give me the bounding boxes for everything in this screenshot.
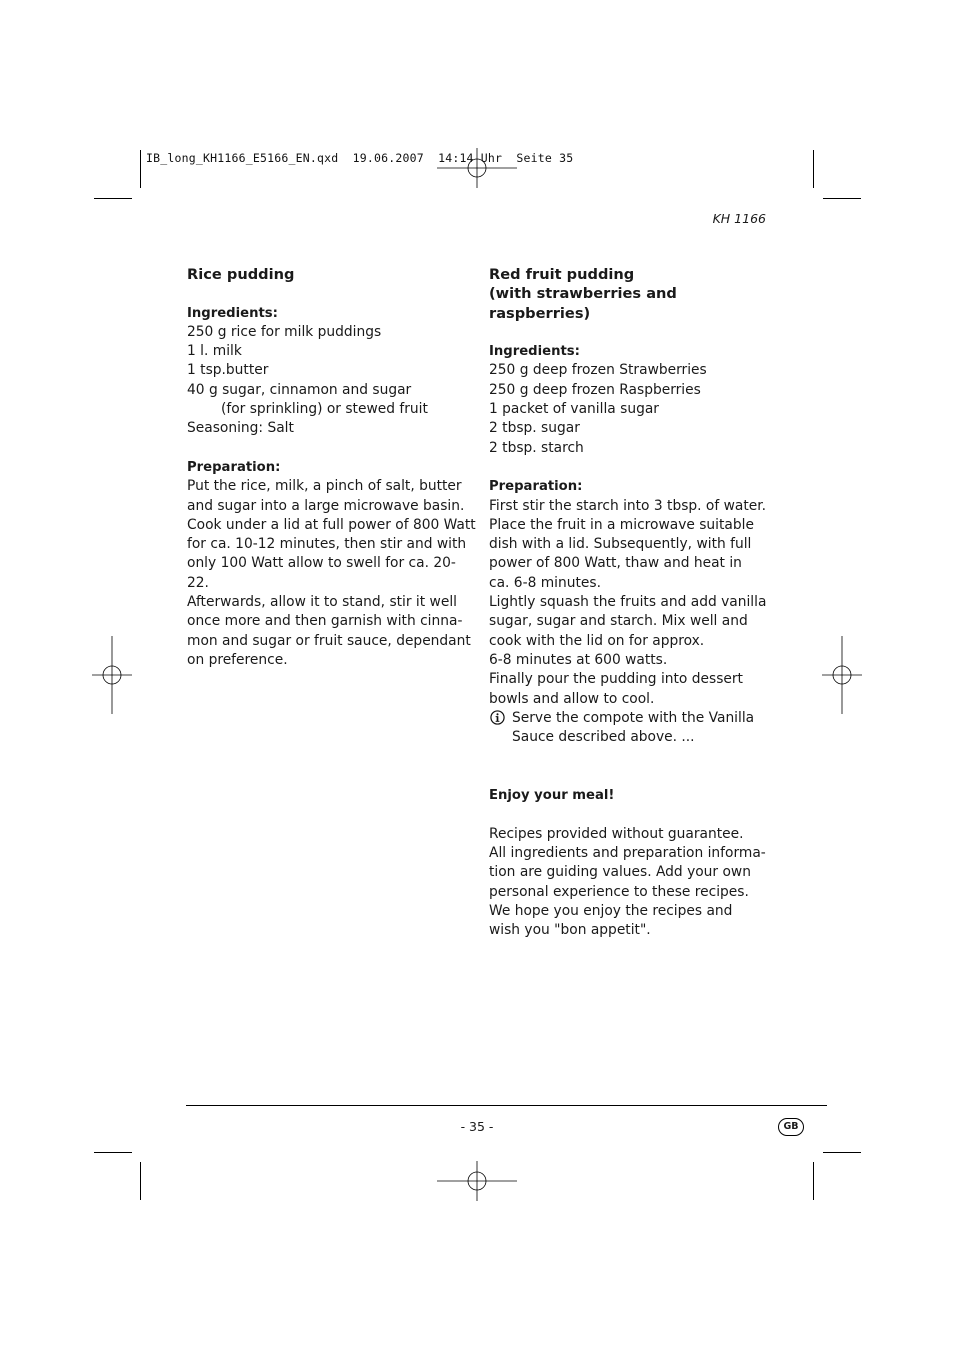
rice-ingredients-label: Ingredients: bbox=[187, 305, 278, 321]
fruit-ingredient: 2 tbsp. sugar bbox=[489, 420, 580, 437]
rice-preparation-line: once more and then garnish with cinna- bbox=[187, 613, 463, 630]
rice-preparation-line: Cook under a lid at full power of 800 Watt bbox=[187, 516, 476, 533]
disclaimer-line: Recipes provided without guarantee. bbox=[489, 825, 744, 842]
fruit-preparation-line: Lightly squash the fruits and add vanilla bbox=[489, 594, 767, 611]
disclaimer-line: personal experience to these recipes. bbox=[489, 883, 749, 900]
disclaimer-line: All ingredients and preparation informa- bbox=[489, 844, 766, 861]
fruit-preparation-line: ca. 6-8 minutes. bbox=[489, 574, 601, 591]
disclaimer-line: wish you "bon appetit". bbox=[489, 922, 651, 939]
enjoy-heading: Enjoy your meal! bbox=[489, 788, 615, 804]
rice-preparation-label: Preparation: bbox=[187, 459, 281, 475]
red-fruit-subtitle: (with strawberries and raspberries) bbox=[489, 285, 677, 322]
fruit-ingredient: 2 tbsp. starch bbox=[489, 439, 584, 456]
model-number: KH 1166 bbox=[712, 211, 766, 226]
registration-mark-left bbox=[92, 636, 132, 714]
fruit-preparation-line: Finally pour the pudding into dessert bbox=[489, 671, 743, 688]
fruit-preparation-label: Preparation: bbox=[489, 479, 583, 495]
print-slug: IB_long_KH1166_E5166_EN.qxd 19.06.2007 14:14 Uhr Seite 35 bbox=[146, 151, 574, 165]
rice-ingredient: 1 l. milk bbox=[187, 343, 242, 360]
rice-preparation-line: Put the rice, milk, a pinch of salt, butter bbox=[187, 478, 462, 495]
fruit-ingredients-label: Ingredients: bbox=[489, 344, 580, 360]
rice-pudding-title: Rice pudding bbox=[187, 266, 295, 283]
fruit-preparation-line: sugar, sugar and starch. Mix well and bbox=[489, 613, 748, 630]
serving-tip-line: Sauce described above. ... bbox=[512, 729, 695, 746]
disclaimer-line: We hope you enjoy the recipes and bbox=[489, 902, 733, 919]
fruit-preparation-line: dish with a lid. Subsequently, with full bbox=[489, 536, 752, 553]
footer-rule bbox=[186, 1105, 827, 1106]
fruit-preparation-line: power of 800 Watt, thaw and heat in bbox=[489, 555, 742, 572]
rice-preparation-line: and sugar into a large microwave basin. bbox=[187, 497, 465, 514]
rice-seasoning: Seasoning: Salt bbox=[187, 420, 294, 437]
rice-preparation-line: only 100 Watt allow to swell for ca. 20-22. bbox=[187, 555, 456, 591]
rice-ingredient: 40 g sugar, cinnamon and sugar bbox=[187, 381, 412, 398]
rice-pudding-section bbox=[187, 265, 477, 670]
red-fruit-section bbox=[489, 265, 779, 940]
fruit-preparation-line: 6-8 minutes at 600 watts. bbox=[489, 651, 668, 668]
rice-preparation-line: mon and sugar or fruit sauce, dependant bbox=[187, 632, 471, 649]
registration-mark-bottom bbox=[437, 1161, 517, 1201]
rice-ingredient: 1 tsp.butter bbox=[187, 362, 269, 379]
registration-mark-top bbox=[437, 148, 517, 188]
fruit-preparation-line: Place the fruit in a microwave suitable bbox=[489, 516, 754, 533]
fruit-preparation-line: First stir the starch into 3 tbsp. of water. bbox=[489, 497, 767, 514]
rice-ingredient-continuation: (for sprinkling) or stewed fruit bbox=[221, 401, 428, 418]
serving-tip bbox=[489, 709, 779, 748]
rice-preparation-line: Afterwards, allow it to stand, stir it well bbox=[187, 594, 457, 611]
fruit-preparation-line: bowls and allow to cool. bbox=[489, 690, 655, 707]
country-badge: GB bbox=[778, 1118, 804, 1136]
rice-preparation-line: for ca. 10-12 minutes, then stir and with bbox=[187, 536, 467, 553]
serving-tip-line: Serve the compote with the Vanilla bbox=[512, 709, 755, 726]
disclaimer-line: tion are guiding values. Add your own bbox=[489, 864, 751, 881]
rice-ingredient: 250 g rice for milk puddings bbox=[187, 323, 382, 340]
page-number: - 35 - bbox=[460, 1119, 494, 1134]
rice-preparation-line: on preference. bbox=[187, 651, 288, 668]
fruit-ingredient: 250 g deep frozen Strawberries bbox=[489, 362, 707, 379]
info-icon bbox=[490, 710, 505, 725]
fruit-ingredient: 250 g deep frozen Raspberries bbox=[489, 381, 701, 398]
fruit-ingredient: 1 packet of vanilla sugar bbox=[489, 401, 659, 418]
fruit-preparation-line: cook with the lid on for approx. bbox=[489, 632, 705, 649]
red-fruit-title: Red fruit pudding bbox=[489, 266, 635, 283]
registration-mark-right bbox=[822, 636, 862, 714]
